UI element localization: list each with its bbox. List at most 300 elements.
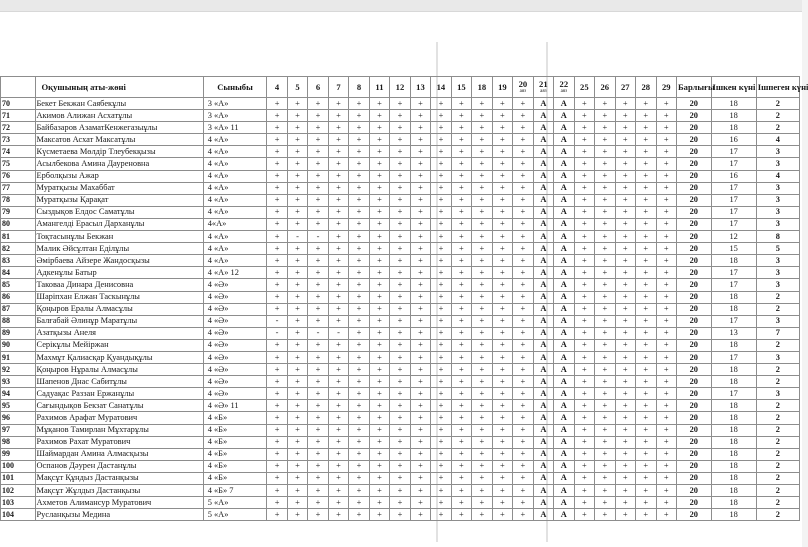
student-name: Балғабай Әлинұр Маратұлы	[35, 315, 203, 327]
attendance-mark: +	[267, 388, 287, 400]
attendance-mark: +	[431, 472, 451, 484]
attendance-mark: +	[328, 497, 348, 509]
attendance-mark: +	[369, 315, 389, 327]
attendance-mark: +	[595, 194, 615, 206]
student-class: 4 «Ә» 11	[203, 400, 267, 412]
student-name: Садуақас Раззан Ержанұлы	[35, 388, 203, 400]
attendance-mark: +	[574, 98, 594, 110]
attendance-mark: +	[492, 497, 512, 509]
days-came: 18	[711, 485, 756, 497]
total-days: 20	[677, 98, 712, 110]
attendance-mark: +	[308, 303, 328, 315]
col-came-header: Ішкен күні	[711, 77, 756, 98]
row-number: 84	[1, 267, 36, 279]
attendance-mark: +	[492, 388, 512, 400]
attendance-mark: +	[656, 460, 676, 472]
attendance-mark: +	[328, 158, 348, 170]
attendance-mark: +	[328, 194, 348, 206]
attendance-mark: +	[636, 315, 656, 327]
absence-mark: А	[554, 206, 574, 218]
student-name: Қоңыров Нұралы Алмасұлы	[35, 364, 203, 376]
attendance-mark: +	[369, 255, 389, 267]
days-missed: 2	[756, 376, 799, 388]
days-came: 18	[711, 98, 756, 110]
attendance-mark: +	[410, 315, 430, 327]
total-days: 20	[677, 182, 712, 194]
attendance-mark: +	[451, 231, 471, 243]
absence-mark: А	[533, 291, 553, 303]
attendance-mark: +	[513, 267, 533, 279]
attendance-mark: +	[328, 243, 348, 255]
days-came: 18	[711, 472, 756, 484]
student-class: 4 «А»	[203, 206, 267, 218]
total-days: 20	[677, 122, 712, 134]
student-class: 4 «А» 12	[203, 267, 267, 279]
attendance-mark: +	[410, 364, 430, 376]
attendance-mark: +	[451, 364, 471, 376]
attendance-mark: +	[492, 182, 512, 194]
student-name: Мұқанов Тамирлан Мұхтарұлы	[35, 424, 203, 436]
attendance-mark: +	[287, 267, 307, 279]
total-days: 20	[677, 315, 712, 327]
absence-mark: А	[554, 497, 574, 509]
student-class: 4 «Б» 7	[203, 485, 267, 497]
days-missed: 2	[756, 509, 799, 521]
attendance-mark: +	[287, 291, 307, 303]
day-header	[287, 77, 307, 98]
attendance-mark: +	[267, 303, 287, 315]
attendance-mark: +	[308, 110, 328, 122]
attendance-mark: +	[472, 158, 492, 170]
attendance-mark: +	[595, 351, 615, 363]
attendance-mark: +	[574, 364, 594, 376]
attendance-mark: +	[308, 485, 328, 497]
attendance-mark: +	[492, 206, 512, 218]
attendance-mark: +	[267, 339, 287, 351]
attendance-mark: +	[451, 279, 471, 291]
attendance-mark: +	[369, 182, 389, 194]
absence-mark: А	[533, 388, 553, 400]
absence-mark: А	[533, 485, 553, 497]
day-header	[574, 77, 594, 98]
attendance-mark: +	[267, 279, 287, 291]
attendance-mark: +	[513, 194, 533, 206]
attendance-mark: +	[615, 364, 635, 376]
attendance-mark: +	[410, 472, 430, 484]
attendance-mark: +	[595, 400, 615, 412]
row-number: 95	[1, 400, 36, 412]
days-missed: 2	[756, 448, 799, 460]
attendance-mark: +	[472, 497, 492, 509]
day-number: 15	[457, 81, 466, 92]
table-row	[1, 182, 800, 194]
days-missed: 3	[756, 315, 799, 327]
attendance-mark: +	[287, 509, 307, 521]
attendance-mark: +	[308, 339, 328, 351]
days-missed: 3	[756, 388, 799, 400]
attendance-mark: +	[513, 110, 533, 122]
attendance-mark: +	[615, 218, 635, 230]
days-came: 17	[711, 218, 756, 230]
attendance-mark: +	[267, 364, 287, 376]
attendance-mark: +	[615, 255, 635, 267]
attendance-mark: +	[595, 424, 615, 436]
col-total-header: Барлығы	[677, 77, 712, 98]
attendance-mark: +	[595, 485, 615, 497]
attendance-mark: +	[656, 255, 676, 267]
header-row	[1, 77, 800, 98]
row-number: 75	[1, 158, 36, 170]
attendance-mark: +	[595, 243, 615, 255]
attendance-mark: +	[349, 122, 369, 134]
attendance-mark: +	[492, 255, 512, 267]
attendance-mark: +	[574, 110, 594, 122]
attendance-mark: +	[574, 315, 594, 327]
attendance-mark: +	[267, 134, 287, 146]
attendance-mark: +	[390, 472, 410, 484]
attendance-mark: +	[472, 315, 492, 327]
attendance-mark: +	[615, 243, 635, 255]
days-came: 18	[711, 376, 756, 388]
student-name: Сыздықов Елдос Саматұлы	[35, 206, 203, 218]
student-class: 4 «Ә»	[203, 291, 267, 303]
day-header	[492, 77, 512, 98]
attendance-mark: +	[328, 509, 348, 521]
attendance-mark: +	[636, 351, 656, 363]
attendance-mark: +	[287, 339, 307, 351]
attendance-mark: +	[492, 303, 512, 315]
attendance-mark: +	[513, 158, 533, 170]
days-came: 18	[711, 497, 756, 509]
attendance-mark: +	[656, 98, 676, 110]
attendance-mark: +	[287, 460, 307, 472]
attendance-mark: +	[328, 448, 348, 460]
table-row	[1, 267, 800, 279]
attendance-mark: +	[636, 303, 656, 315]
attendance-mark: +	[615, 472, 635, 484]
attendance-mark: +	[431, 424, 451, 436]
attendance-mark: +	[451, 303, 471, 315]
days-came: 18	[711, 303, 756, 315]
student-name: Қоңыров Ералы Алмасұлы	[35, 303, 203, 315]
day-header	[410, 77, 430, 98]
attendance-mark: +	[390, 364, 410, 376]
attendance-mark: +	[595, 303, 615, 315]
attendance-mark: +	[410, 194, 430, 206]
attendance-mark: +	[615, 448, 635, 460]
attendance-mark: +	[369, 267, 389, 279]
student-name: Асылбекова Амина Дауреновна	[35, 158, 203, 170]
days-missed: 3	[756, 182, 799, 194]
attendance-mark: +	[390, 158, 410, 170]
attendance-mark: +	[492, 194, 512, 206]
attendance-mark: +	[267, 194, 287, 206]
attendance-mark: +	[636, 110, 656, 122]
attendance-mark: +	[636, 134, 656, 146]
attendance-mark: +	[513, 448, 533, 460]
absence-mark: А	[554, 339, 574, 351]
days-missed: 2	[756, 472, 799, 484]
attendance-mark: +	[472, 509, 492, 521]
attendance-mark: +	[513, 472, 533, 484]
absence-mark: А	[533, 122, 553, 134]
attendance-mark: +	[595, 388, 615, 400]
student-class: 4 «А»	[203, 182, 267, 194]
attendance-mark: +	[267, 206, 287, 218]
attendance-mark: +	[308, 291, 328, 303]
attendance-mark: +	[349, 255, 369, 267]
row-number: 102	[1, 485, 36, 497]
attendance-mark: +	[308, 134, 328, 146]
attendance-mark: +	[410, 134, 430, 146]
row-number: 78	[1, 194, 36, 206]
attendance-mark: +	[492, 146, 512, 158]
attendance-mark: +	[369, 376, 389, 388]
attendance-mark: +	[328, 218, 348, 230]
student-class: 4 «Б»	[203, 436, 267, 448]
attendance-mark: +	[492, 424, 512, 436]
attendance-mark: +	[656, 134, 676, 146]
attendance-mark: +	[451, 339, 471, 351]
attendance-mark: +	[267, 267, 287, 279]
student-class: 4 «Ә»	[203, 327, 267, 339]
days-came: 15	[711, 243, 756, 255]
student-name: Рахимов Рахат Муратович	[35, 436, 203, 448]
attendance-mark: +	[287, 134, 307, 146]
days-came: 17	[711, 279, 756, 291]
attendance-mark: +	[574, 182, 594, 194]
attendance-mark: +	[574, 376, 594, 388]
attendance-mark: +	[390, 122, 410, 134]
attendance-mark: +	[349, 436, 369, 448]
attendance-mark: +	[369, 436, 389, 448]
attendance-mark: +	[636, 231, 656, 243]
student-name: Муратқызы Қарақат	[35, 194, 203, 206]
attendance-mark: -	[328, 327, 348, 339]
attendance-mark: +	[513, 170, 533, 182]
attendance-mark: +	[328, 460, 348, 472]
student-class: 4 «Ә»	[203, 303, 267, 315]
day-header	[328, 77, 348, 98]
attendance-mark: +	[308, 424, 328, 436]
attendance-mark: +	[308, 182, 328, 194]
attendance-mark: +	[492, 98, 512, 110]
attendance-mark: +	[328, 267, 348, 279]
absence-mark: А	[554, 327, 574, 339]
student-name: Русланқызы Медина	[35, 509, 203, 521]
attendance-mark: +	[328, 485, 348, 497]
days-missed: 3	[756, 158, 799, 170]
attendance-mark: +	[431, 98, 451, 110]
attendance-mark: +	[574, 158, 594, 170]
days-missed: 2	[756, 291, 799, 303]
attendance-mark: +	[267, 497, 287, 509]
attendance-mark: +	[513, 364, 533, 376]
attendance-mark: +	[472, 206, 492, 218]
attendance-mark: +	[390, 267, 410, 279]
attendance-mark: +	[513, 315, 533, 327]
attendance-mark: +	[390, 182, 410, 194]
attendance-mark: +	[287, 327, 307, 339]
attendance-mark: +	[472, 194, 492, 206]
attendance-mark: +	[451, 218, 471, 230]
attendance-mark: +	[656, 194, 676, 206]
attendance-mark: +	[595, 364, 615, 376]
row-number: 80	[1, 218, 36, 230]
total-days: 20	[677, 472, 712, 484]
attendance-mark: +	[328, 122, 348, 134]
attendance-mark: +	[595, 158, 615, 170]
student-name: Күсметаева Мөлдір Тлеубекқызы	[35, 146, 203, 158]
student-name: Серікұлы Мейіржан	[35, 339, 203, 351]
table-row	[1, 509, 800, 521]
attendance-mark: +	[615, 339, 635, 351]
days-came: 13	[711, 327, 756, 339]
attendance-mark: +	[451, 170, 471, 182]
attendance-mark: +	[595, 206, 615, 218]
attendance-mark: +	[472, 327, 492, 339]
attendance-mark: +	[656, 509, 676, 521]
attendance-mark: +	[636, 460, 656, 472]
absence-mark: А	[554, 509, 574, 521]
attendance-mark: +	[451, 206, 471, 218]
days-missed: 3	[756, 218, 799, 230]
attendance-mark: +	[636, 182, 656, 194]
student-class: 4 «А»	[203, 231, 267, 243]
attendance-mark: +	[328, 303, 348, 315]
attendance-mark: +	[349, 485, 369, 497]
row-number: 93	[1, 376, 36, 388]
absence-mark: А	[533, 315, 553, 327]
absence-mark: А	[533, 509, 553, 521]
attendance-mark: +	[390, 339, 410, 351]
attendance-mark: +	[574, 436, 594, 448]
total-days: 20	[677, 485, 712, 497]
attendance-mark: +	[513, 497, 533, 509]
attendance-mark: +	[636, 194, 656, 206]
attendance-mark: +	[431, 267, 451, 279]
day-number: 26	[600, 81, 610, 92]
attendance-mark: +	[636, 279, 656, 291]
absence-mark: А	[533, 472, 553, 484]
attendance-mark: +	[369, 303, 389, 315]
attendance-mark: +	[636, 158, 656, 170]
total-days: 20	[677, 110, 712, 122]
attendance-mark: +	[472, 291, 492, 303]
attendance-mark: +	[369, 424, 389, 436]
attendance-mark: +	[451, 194, 471, 206]
absence-mark: А	[554, 218, 574, 230]
attendance-mark: +	[349, 497, 369, 509]
row-number: 103	[1, 497, 36, 509]
attendance-mark: +	[472, 170, 492, 182]
student-class: 4 «А»	[203, 255, 267, 267]
attendance-mark: +	[615, 400, 635, 412]
attendance-mark: +	[410, 279, 430, 291]
attendance-mark: +	[308, 218, 328, 230]
attendance-mark: +	[595, 315, 615, 327]
total-days: 20	[677, 231, 712, 243]
total-days: 20	[677, 448, 712, 460]
total-days: 20	[677, 255, 712, 267]
attendance-mark: +	[287, 485, 307, 497]
attendance-mark: +	[472, 388, 492, 400]
student-class: 4 «А»	[203, 243, 267, 255]
attendance-mark: +	[451, 485, 471, 497]
attendance-mark: +	[287, 110, 307, 122]
table-row	[1, 364, 800, 376]
attendance-mark: +	[349, 327, 369, 339]
attendance-mark: +	[287, 376, 307, 388]
attendance-mark: +	[267, 485, 287, 497]
student-class: 4«А»	[203, 218, 267, 230]
attendance-mark: +	[636, 424, 656, 436]
table-row	[1, 448, 800, 460]
absence-mark: А	[554, 134, 574, 146]
attendance-mark: +	[349, 279, 369, 291]
attendance-mark: +	[308, 460, 328, 472]
attendance-mark: +	[431, 364, 451, 376]
attendance-mark: +	[369, 206, 389, 218]
attendance-mark: +	[451, 388, 471, 400]
attendance-mark: +	[410, 291, 430, 303]
attendance-mark: +	[451, 122, 471, 134]
attendance-mark: +	[410, 412, 430, 424]
table-row	[1, 134, 800, 146]
attendance-mark: +	[328, 339, 348, 351]
row-number: 82	[1, 243, 36, 255]
attendance-mark: +	[636, 339, 656, 351]
attendance-mark: +	[390, 134, 410, 146]
attendance-mark: +	[656, 436, 676, 448]
attendance-mark: +	[287, 98, 307, 110]
attendance-mark: +	[472, 255, 492, 267]
attendance-mark: +	[574, 327, 594, 339]
attendance-mark: +	[636, 146, 656, 158]
attendance-mark: +	[308, 255, 328, 267]
days-missed: 8	[756, 231, 799, 243]
attendance-mark: +	[390, 424, 410, 436]
attendance-mark: +	[349, 218, 369, 230]
student-name: Сағындықов Бекзат Санатұлы	[35, 400, 203, 412]
attendance-mark: +	[636, 509, 656, 521]
attendance-mark: +	[472, 339, 492, 351]
days-came: 12	[711, 231, 756, 243]
student-name: Шарiпхан Елжан Таскынұлы	[35, 291, 203, 303]
table-row	[1, 110, 800, 122]
student-class: 4 «Ә»	[203, 339, 267, 351]
absence-mark: А	[533, 364, 553, 376]
attendance-mark: +	[574, 339, 594, 351]
attendance-mark: +	[287, 364, 307, 376]
student-class: 4 «А»	[203, 194, 267, 206]
day-number: 22	[559, 79, 569, 89]
attendance-mark: +	[287, 436, 307, 448]
attendance-mark: +	[574, 424, 594, 436]
attendance-mark: +	[492, 448, 512, 460]
table-row	[1, 243, 800, 255]
attendance-mark: +	[308, 267, 328, 279]
attendance-mark: +	[595, 412, 615, 424]
table-row	[1, 170, 800, 182]
attendance-mark: +	[390, 327, 410, 339]
attendance-mark: +	[451, 460, 471, 472]
attendance-mark: +	[472, 303, 492, 315]
attendance-mark: +	[615, 424, 635, 436]
student-class: 4 «Б»	[203, 460, 267, 472]
attendance-mark: +	[513, 351, 533, 363]
attendance-mark: +	[328, 110, 348, 122]
